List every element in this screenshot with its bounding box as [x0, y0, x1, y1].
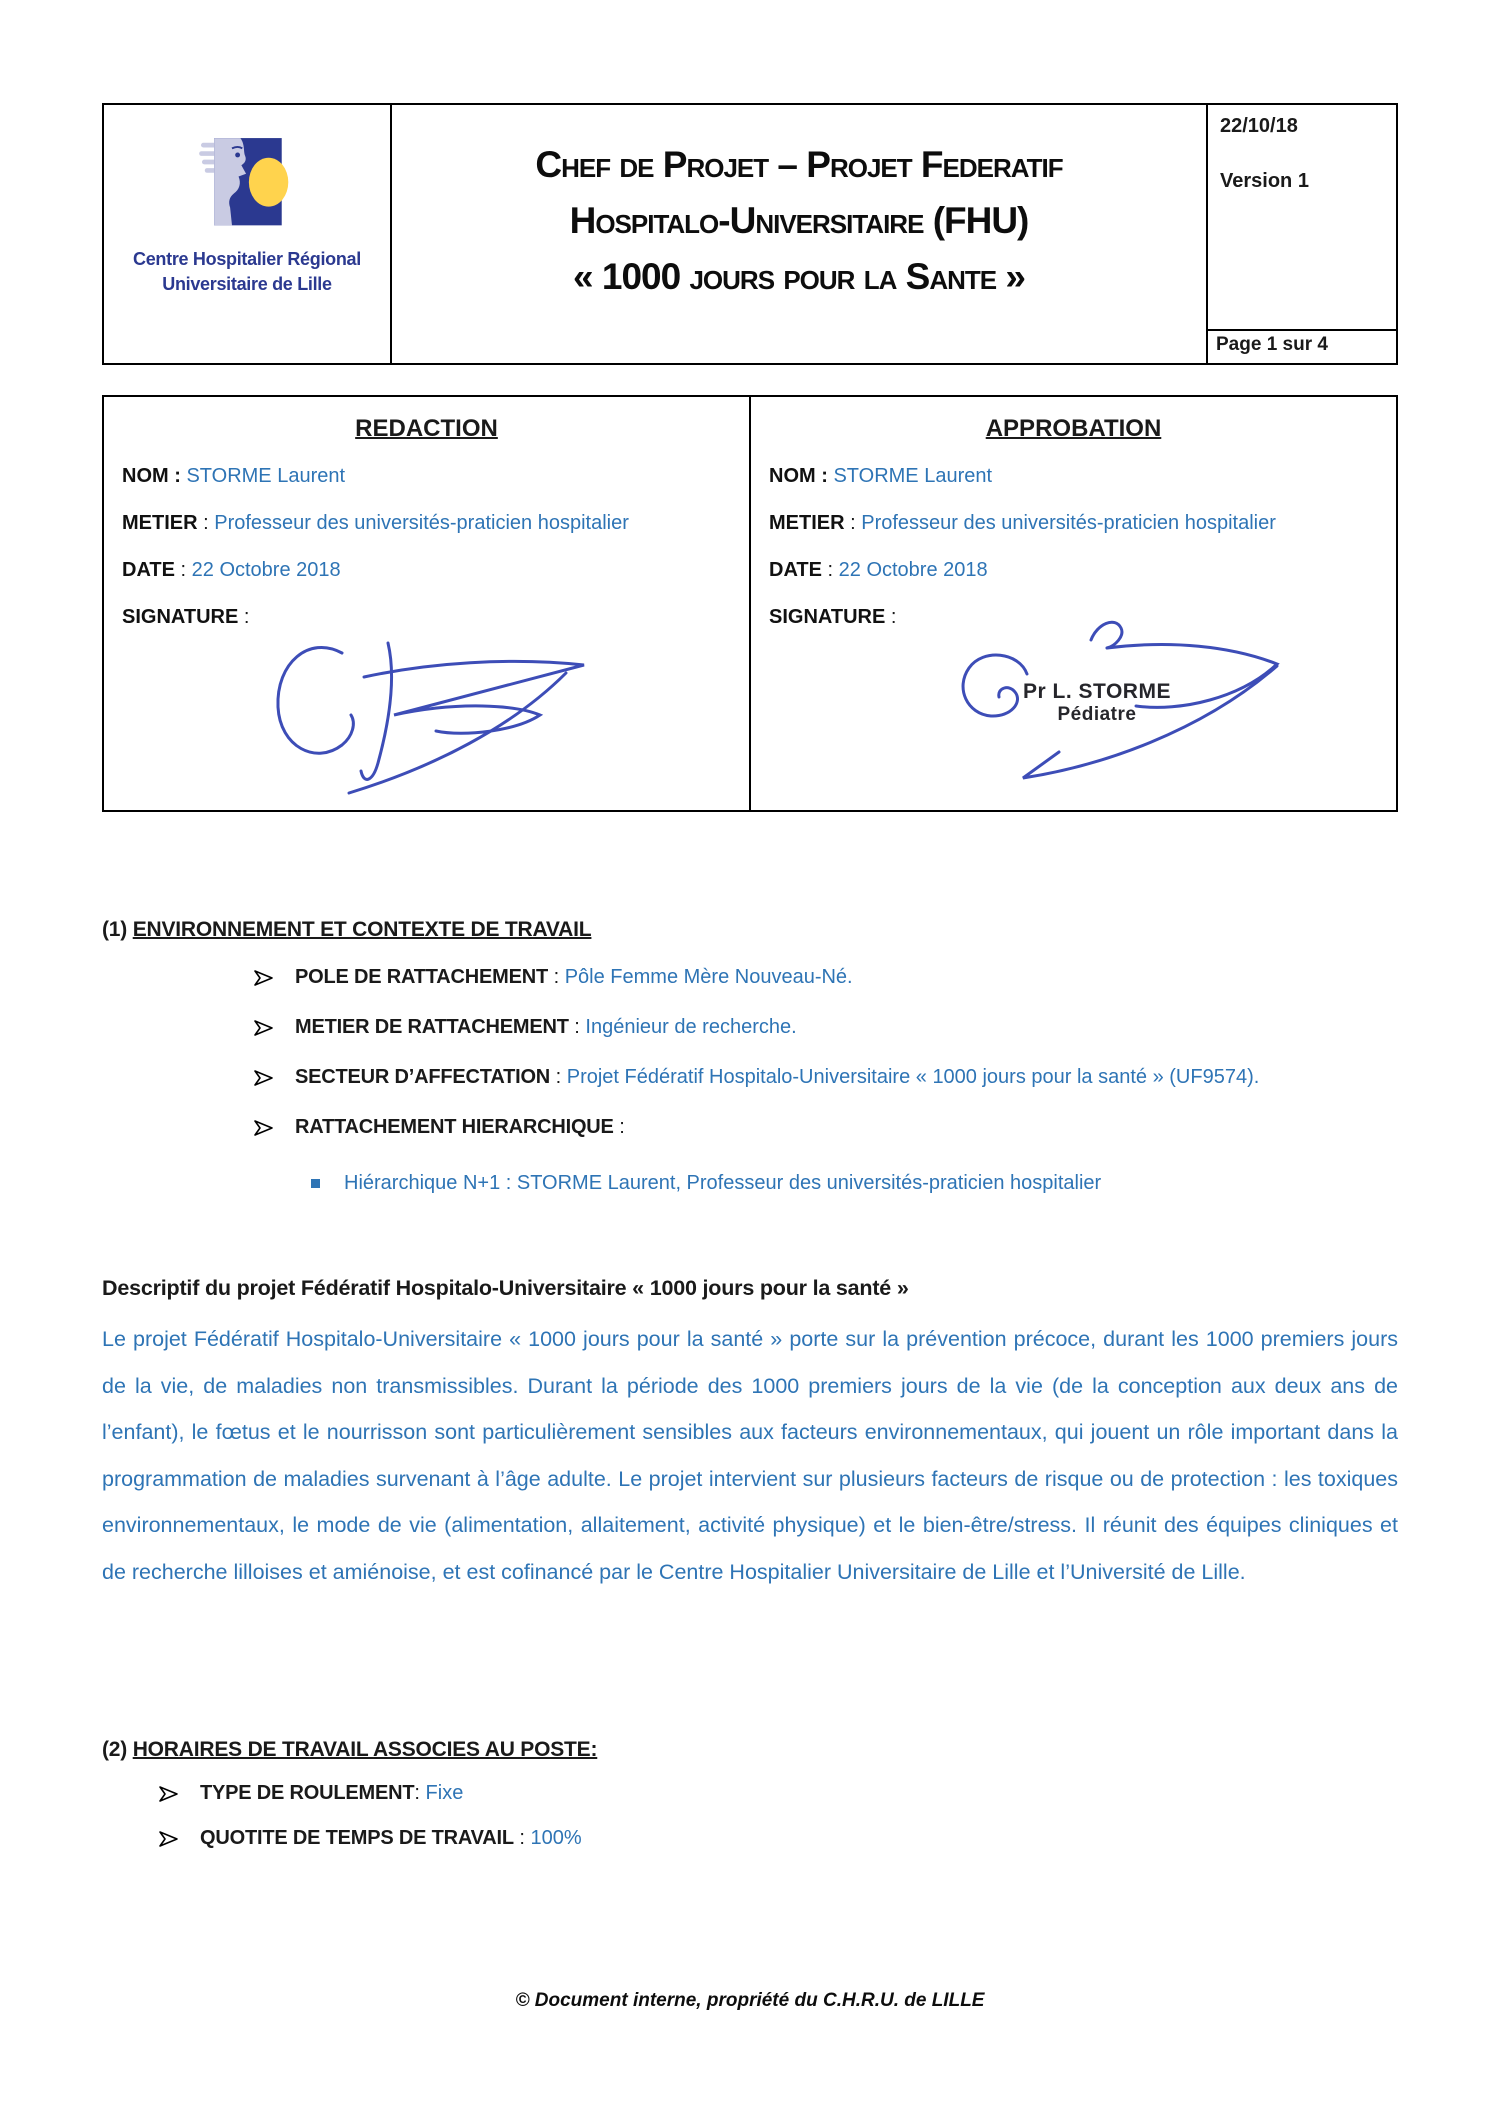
- bullet-type-de-roulement: [158, 1782, 1358, 1805]
- signature-scribble-icon: [254, 615, 604, 800]
- bullet-label: SECTEUR D’AFFECTATION: [295, 1066, 551, 1088]
- arrow-bullet-icon: [158, 1829, 180, 1849]
- document-title-line1: Chef de Projet – Projet Federatif: [535, 144, 1063, 185]
- bullet-rattachement-hierarchique: [253, 1116, 1413, 1139]
- section1-heading: [102, 918, 591, 942]
- approval-table: [102, 395, 1398, 812]
- document-date: 22/10/18: [1220, 115, 1298, 137]
- signature-label: SIGNATURE: [769, 606, 886, 628]
- section1-number: (1): [102, 918, 133, 941]
- arrow-bullet-icon: [253, 1118, 275, 1138]
- signature-scribble-icon: [931, 602, 1301, 792]
- metier-label: METIER: [769, 512, 845, 534]
- bullet-value: Projet Fédératif Hospitalo-Universitaire « 1000 jours pour la santé » (UF9574).: [566, 1066, 1260, 1088]
- metier-value: Professeur des universités-praticien hospitalier: [861, 512, 1276, 534]
- bullet-metier-de-rattachement: [253, 1016, 1413, 1039]
- bullet-quotite-temps-travail: [158, 1827, 1358, 1850]
- descriptif-heading: Descriptif du projet Fédératif Hospitalo-Universitaire « 1000 jours pour la santé »: [102, 1276, 909, 1300]
- redaction-metier-row: [122, 512, 731, 535]
- bullet-pole-de-rattachement: [253, 966, 1413, 989]
- metier-sep: :: [197, 512, 215, 534]
- header-title-cell: [392, 105, 1208, 363]
- nom-value: STORME Laurent: [186, 465, 346, 487]
- arrow-bullet-icon: [158, 1784, 180, 1804]
- redaction-title: REDACTION: [355, 415, 498, 442]
- document-title-line3: « 1000 jours pour la Sante »: [573, 256, 1025, 297]
- document-version: Version 1: [1220, 170, 1309, 192]
- bullet-value: Fixe: [425, 1782, 464, 1804]
- approbation-stamp: [1023, 680, 1171, 726]
- bullet-label: METIER DE RATTACHEMENT: [295, 1016, 569, 1038]
- document-title-line2: Hospitalo-Universitaire (FHU): [569, 200, 1029, 241]
- logo-text-line2: Universitaire de Lille: [162, 274, 332, 294]
- header-meta-column: [1208, 105, 1396, 363]
- sub-bullet-hierarchique-n1: [311, 1172, 1413, 1195]
- approbation-signature-row: [769, 606, 1378, 629]
- bullet-sep: :: [550, 1066, 567, 1088]
- bullet-sep: :: [414, 1782, 426, 1804]
- section1-bullets: [253, 966, 1413, 1195]
- stamp-name: Pr L. STORME: [1023, 680, 1171, 703]
- date-value: 22 Octobre 2018: [191, 559, 341, 581]
- chru-lille-logo-icon: [186, 133, 308, 237]
- section2-number: (2): [102, 1738, 133, 1761]
- nom-label: NOM: [122, 465, 169, 487]
- date-label: DATE: [769, 559, 822, 581]
- approbation-metier-row: [769, 512, 1378, 535]
- document-footer: © Document interne, propriété du C.H.R.U. de LILLE: [515, 1990, 985, 2011]
- logo-text: [133, 247, 361, 297]
- bullet-secteur-affectation: [253, 1066, 1413, 1089]
- bullet-value: Ingénieur de recherche.: [585, 1016, 797, 1038]
- approbation-title: APPROBATION: [985, 415, 1162, 442]
- section1-title: ENVIRONNEMENT ET CONTEXTE DE TRAVAIL: [132, 918, 592, 941]
- bullet-label: TYPE DE ROULEMENT: [200, 1782, 415, 1804]
- section2-bullets: [158, 1782, 1358, 1872]
- redaction-cell: [104, 397, 751, 810]
- redaction-nom-row: [122, 465, 731, 488]
- arrow-bullet-icon: [253, 1068, 275, 1088]
- redaction-signature-row: [122, 606, 731, 629]
- bullet-sep: :: [568, 1016, 586, 1038]
- approbation-date-row: [769, 559, 1378, 582]
- bullet-sep: :: [513, 1827, 531, 1849]
- bullet-sep: :: [613, 1116, 625, 1138]
- metier-label: METIER: [122, 512, 198, 534]
- arrow-bullet-icon: [253, 968, 275, 988]
- bullet-label: RATTACHEMENT HIERARCHIQUE: [295, 1116, 614, 1138]
- signature-sep: :: [238, 606, 250, 628]
- bullet-label: POLE DE RATTACHEMENT: [295, 966, 549, 988]
- logo-text-line1: Centre Hospitalier Régional: [133, 249, 361, 269]
- square-bullet-icon: [311, 1179, 320, 1188]
- sub-bullet-text: Hiérarchique N+1 : STORME Laurent, Professeur des universités-praticien hospitalier: [344, 1172, 1102, 1194]
- date-sep: :: [821, 559, 839, 581]
- nom-label: NOM: [769, 465, 816, 487]
- approbation-signature: [931, 602, 1301, 792]
- bullet-value: 100%: [530, 1827, 582, 1849]
- redaction-signature: [254, 615, 604, 800]
- date-sep: :: [174, 559, 192, 581]
- stamp-role: Pédiatre: [1057, 704, 1137, 725]
- bullet-value: Pôle Femme Mère Nouveau-Né.: [564, 966, 853, 988]
- nom-value: STORME Laurent: [833, 465, 993, 487]
- approbation-nom-row: [769, 465, 1378, 488]
- signature-label: SIGNATURE: [122, 606, 239, 628]
- approbation-cell: [751, 397, 1396, 810]
- redaction-date-row: [122, 559, 731, 582]
- section2-title: HORAIRES DE TRAVAIL ASSOCIES AU POSTE:: [132, 1738, 598, 1761]
- metier-sep: :: [844, 512, 862, 534]
- bullet-label: QUOTITE DE TEMPS DE TRAVAIL: [200, 1827, 514, 1849]
- date-value: 22 Octobre 2018: [838, 559, 988, 581]
- signature-sep: :: [885, 606, 897, 628]
- header-date-cell: [1208, 105, 1396, 329]
- metier-value: Professeur des universités-praticien hospitalier: [214, 512, 629, 534]
- nom-sep: :: [168, 465, 187, 487]
- page-number: Page 1 sur 4: [1208, 329, 1396, 363]
- date-label: DATE: [122, 559, 175, 581]
- descriptif-paragraph: Le projet Fédératif Hospitalo-Universitaire « 1000 jours pour la santé » porte sur la prévention précoce, durant les 1000 premiers jours de la vie, de maladies non transmissibles. Durant la période des 1000 premiers jours de la vie (de la conception aux deux ans de l’enfant), le fœtus et le nourrisson sont particulièrement sensibles aux facteurs environnementaux, qui jouent un rôle important dans la programmation de maladies survenant à l’âge adulte. Le projet intervient sur plusieurs facteurs de risque ou de protection : les toxiques environnementaux, le mode de vie (alimentation, allaitement, activité physique) et le bien-être/stress. Il réunit des équipes cliniques et de recherche lilloises et amiénoise, et est cofinancé par le Centre Hospitalier Universitaire de Lille et l’Université de Lille.: [102, 1327, 1398, 1584]
- header-table: [102, 103, 1398, 365]
- section2-heading: [102, 1738, 597, 1762]
- header-logo-cell: [104, 105, 392, 363]
- arrow-bullet-icon: [253, 1018, 275, 1038]
- nom-sep: :: [815, 465, 834, 487]
- bullet-sep: :: [548, 966, 565, 988]
